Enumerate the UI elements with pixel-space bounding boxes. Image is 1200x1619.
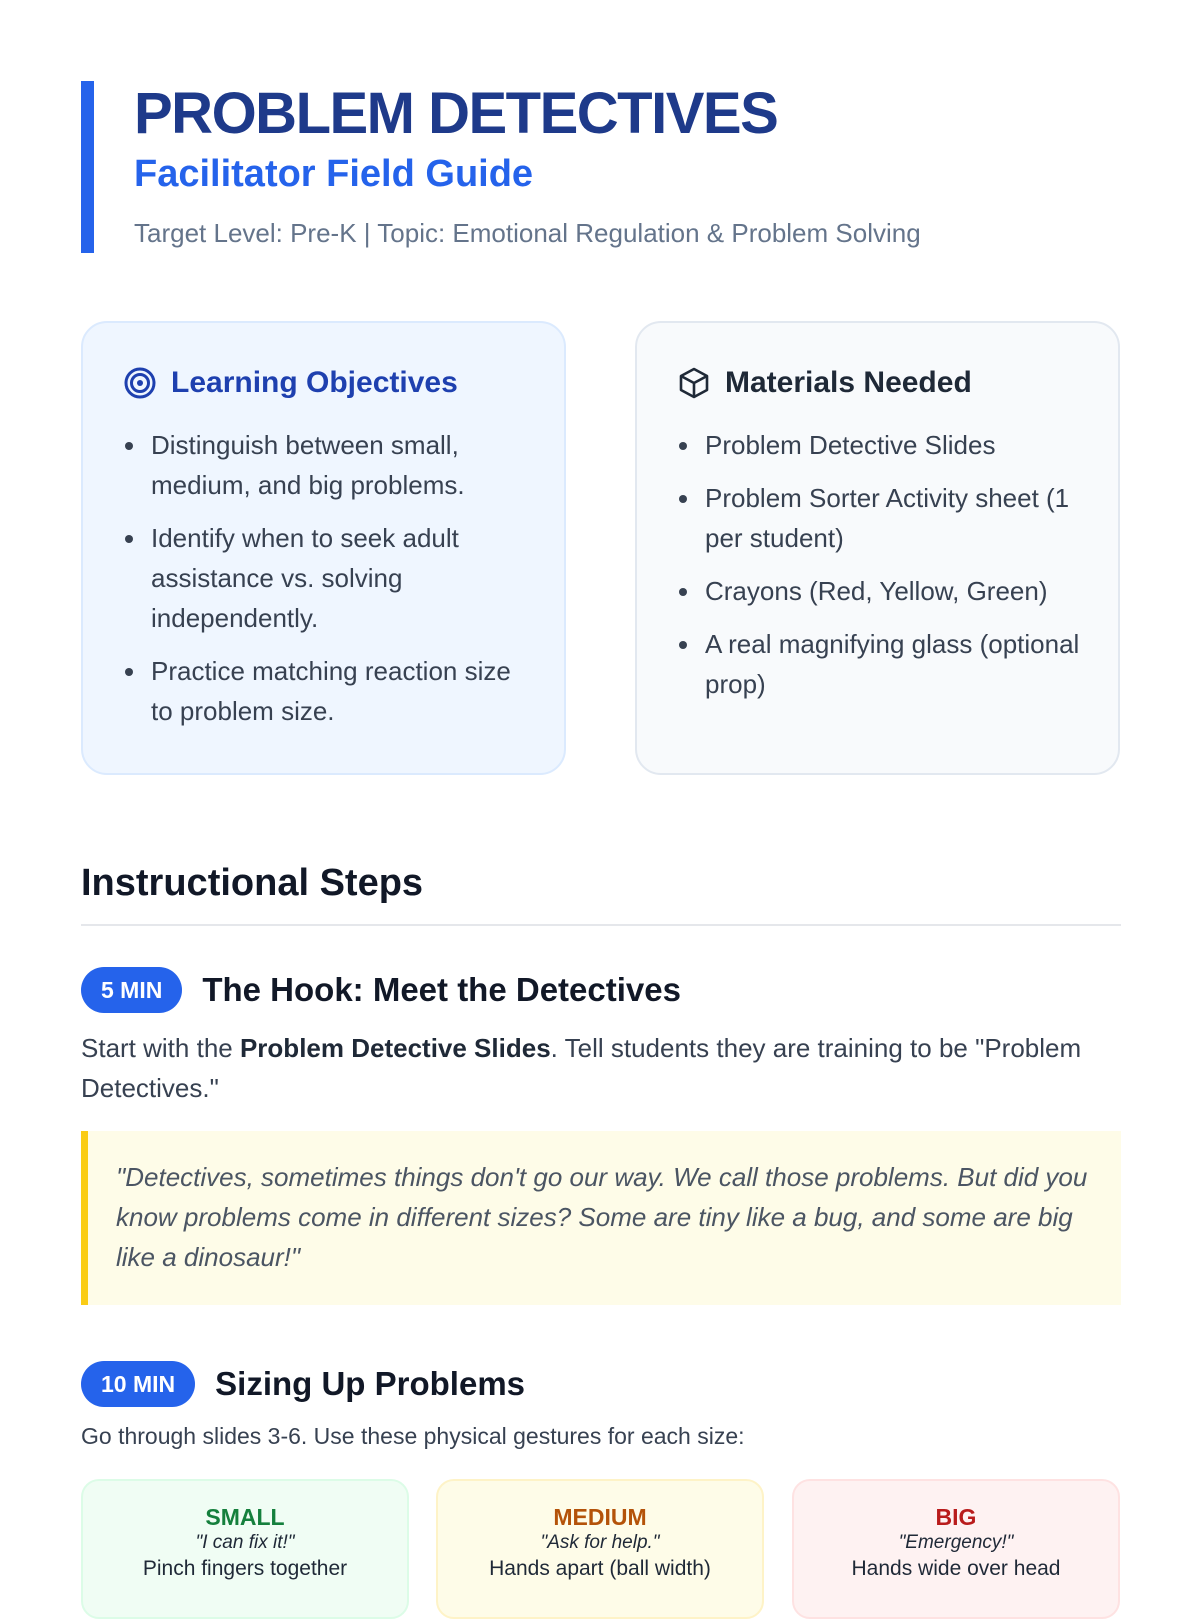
problem-size-cards <box>81 1479 1121 1600</box>
step-description <box>81 1028 1121 1108</box>
material-item: Problem Sorter Activity sheet (1 per student) <box>705 478 1092 558</box>
script-quote <box>81 1131 1121 1305</box>
box-icon <box>677 366 711 400</box>
target-icon <box>123 366 157 400</box>
page-header <box>81 81 1121 253</box>
medium-problem-card <box>436 1479 764 1619</box>
big-problem-card <box>792 1479 1120 1619</box>
materials-list <box>677 425 1092 717</box>
size-phrase: "I can fix it!" <box>195 1532 295 1553</box>
material-item: Problem Detective Slides <box>705 425 1092 465</box>
step-hook <box>81 966 1121 1108</box>
objective-item: Distinguish between small, medium, and big problems. <box>151 425 538 505</box>
size-gesture: Hands wide over head <box>851 1557 1061 1580</box>
step-title: Sizing Up Problems <box>215 1365 526 1402</box>
objective-item: Identify when to seek adult assistance vs. solving independently. <box>151 518 538 638</box>
instructional-steps-heading: Instructional Steps <box>81 862 424 904</box>
materials-needed-card <box>635 321 1120 775</box>
section-divider <box>81 924 1121 926</box>
lesson-guide-page <box>81 0 1121 1580</box>
size-gesture: Hands apart (ball width) <box>489 1557 711 1580</box>
size-label: BIG <box>935 1504 977 1530</box>
size-label: SMALL <box>205 1504 285 1530</box>
materials-needed-title: Materials Needed <box>725 366 972 399</box>
materials-needed-header <box>677 365 972 401</box>
script-quote-text: "Detectives, sometimes things don't go our way. We call those problems. But did you know problems come in different sizes? Some are tiny like a bug, and some are big like a dinosaur!" <box>116 1162 1088 1272</box>
duration-badge: 5 MIN <box>81 967 182 1013</box>
step-description: Go through slides 3-6. Use these physical gestures for each size: <box>81 1423 745 1449</box>
small-problem-card <box>81 1479 409 1619</box>
material-item: A real magnifying glass (optional prop) <box>705 624 1092 704</box>
step-description-text: . Tell students they are training to be "Problem Detectives." <box>81 1033 1082 1103</box>
size-phrase: "Emergency!" <box>898 1532 1014 1553</box>
step-description-text: Start with the <box>81 1033 240 1063</box>
step-header <box>81 966 1121 1014</box>
duration-badge: 10 MIN <box>81 1361 195 1407</box>
learning-objectives-card <box>81 321 566 775</box>
page-title: PROBLEM DETECTIVES <box>134 81 778 146</box>
step-sizing-up <box>81 1360 1121 1452</box>
learning-objectives-header <box>123 365 458 401</box>
size-gesture: Pinch fingers together <box>142 1557 348 1580</box>
size-phrase: "Ask for help." <box>540 1532 660 1553</box>
target-level-topic: Target Level: Pre-K | Topic: Emotional Regulation & Problem Solving <box>134 218 921 248</box>
slides-reference: Problem Detective Slides <box>239 1033 551 1063</box>
step-header <box>81 1360 1121 1408</box>
page-subtitle: Facilitator Field Guide <box>134 153 534 195</box>
learning-objectives-title: Learning Objectives <box>171 366 458 399</box>
material-item: Crayons (Red, Yellow, Green) <box>705 571 1092 611</box>
size-label: MEDIUM <box>553 1504 647 1530</box>
step-title: The Hook: Meet the Detectives <box>202 971 681 1008</box>
header-accent-bar <box>81 81 94 253</box>
overview-cards <box>81 321 1121 777</box>
objectives-list <box>123 425 538 744</box>
objective-item: Practice matching reaction size to problem size. <box>151 651 538 731</box>
